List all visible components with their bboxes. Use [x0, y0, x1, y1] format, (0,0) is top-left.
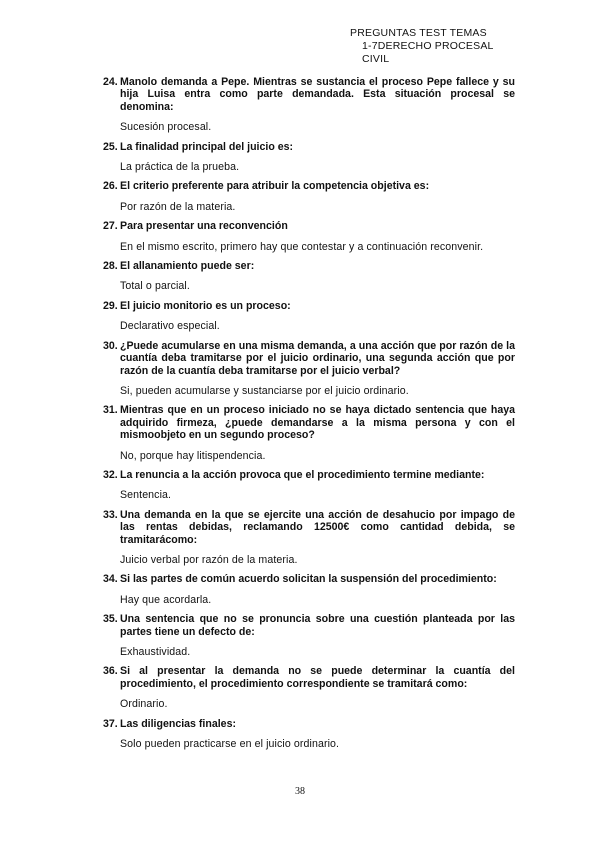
question-text: El juicio monitorio es un proceso: [120, 299, 291, 312]
question-item-34 [103, 573, 515, 606]
question-item-25 [103, 141, 515, 174]
question-text: Mientras que en un proceso iniciado no se haya dictado sentencia que haya adquirido firmeza, ¿puede demandarse a la misma persona y con el mismoobjeto en un segundo proceso? [120, 404, 515, 442]
answer-text: Sentencia. [120, 489, 172, 502]
question-item-30 [103, 340, 515, 398]
question-item-26 [103, 180, 515, 213]
answer-text: Si, pueden acumularse y sustanciarse por el juicio ordinario. [120, 384, 409, 397]
question-number: 28. [103, 260, 118, 273]
question-number: 31. [103, 404, 118, 417]
question-item-33 [103, 509, 515, 567]
question-item-31 [103, 404, 515, 462]
answer-text: Solo pueden practicarse en el juicio ordinario. [120, 738, 340, 751]
question-item-35 [103, 613, 515, 658]
question-item-37 [103, 718, 515, 751]
header-line-3: CIVIL [362, 53, 390, 65]
question-text: Una demanda en la que se ejercite una acción de desahucio por impago de las rentas debidas, reclamando 12500€ como cantidad debida, se tramitarácomo: [120, 508, 515, 546]
question-number: 30. [103, 339, 118, 352]
answer-text: Sucesión procesal. [120, 121, 212, 134]
question-text: Las diligencias finales: [120, 717, 236, 730]
question-text: La finalidad principal del juicio es: [120, 140, 294, 153]
page-header [350, 27, 550, 66]
answer-text: No, porque hay litispendencia. [120, 449, 266, 462]
question-text: Para presentar una reconvención [120, 220, 288, 233]
question-number: 35. [103, 613, 118, 626]
question-number: 25. [103, 140, 118, 153]
header-line-2: 1-7DERECHO PROCESAL [362, 40, 494, 52]
answer-text: Juicio verbal por razón de la materia. [120, 553, 298, 566]
question-number: 34. [103, 573, 118, 586]
question-text: Una sentencia que no se pronuncia sobre una cuestión planteada por las partes tiene un defecto de: [120, 613, 515, 638]
question-number: 24. [103, 76, 118, 88]
question-number: 32. [103, 468, 118, 481]
question-text: Si las partes de común acuerdo solicitan la suspensión del procedimiento: [120, 573, 497, 586]
question-item-36 [103, 665, 515, 710]
question-text: El allanamiento puede ser: [120, 260, 255, 273]
question-item-29 [103, 300, 515, 333]
page-number: 38 [295, 786, 305, 797]
answer-text: Total o parcial. [120, 280, 190, 293]
answer-text: Por razón de la materia. [120, 200, 236, 213]
question-text: La renuncia a la acción provoca que el procedimiento termine mediante: [120, 468, 485, 481]
question-list [103, 76, 515, 757]
question-text: ¿Puede acumularse en una misma demanda, a una acción que por razón de la cuantía deba tramitarse por el juicio ordinario, una segunda acción que por razón de la cuantía deba tramitarse por el juicio verbal? [120, 339, 515, 377]
question-number: 29. [103, 299, 118, 312]
question-number: 33. [103, 508, 118, 521]
answer-text: Ordinario. [120, 698, 168, 711]
answer-text: La práctica de la prueba. [120, 161, 240, 174]
question-number: 27. [103, 220, 118, 233]
question-text: Si al presentar la demanda no se puede determinar la cuantía del procedimiento, el procedimiento correspondiente se tramitará como: [120, 665, 515, 690]
answer-text: Exhaustividad. [120, 646, 191, 658]
answer-text: En el mismo escrito, primero hay que contestar y a continuación reconvenir. [120, 240, 484, 253]
question-number: 26. [103, 180, 118, 193]
question-text: El criterio preferente para atribuir la competencia objetiva es: [120, 180, 430, 193]
question-number: 36. [103, 665, 118, 678]
question-number: 37. [103, 717, 118, 730]
question-item-27 [103, 220, 515, 253]
question-item-28 [103, 260, 515, 293]
question-item-24 [103, 76, 515, 134]
answer-text: Hay que acordarla. [120, 593, 212, 606]
header-line-1: PREGUNTAS TEST TEMAS [350, 27, 487, 39]
question-text: Manolo demanda a Pepe. Mientras se sustancia el proceso Pepe fallece y su hija Luisa entra como parte demandada. Esta situación procesal se denomina: [120, 76, 515, 113]
answer-text: Declarativo especial. [120, 320, 220, 333]
question-item-32 [103, 469, 515, 502]
